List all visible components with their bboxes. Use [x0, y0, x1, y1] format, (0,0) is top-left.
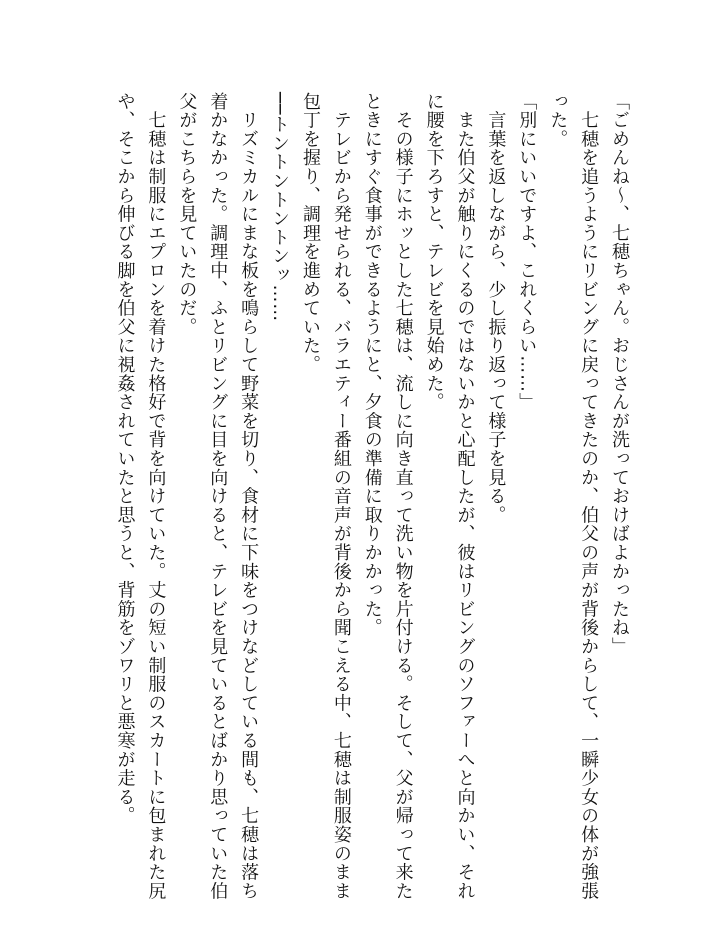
text-line: 七穂を追うようにリビングに戻ってきたのか、伯父の声が背後からして、一瞬少女の体が強張: [578, 92, 600, 901]
text-line: に腰を下ろすと、テレビを見始めた。: [423, 92, 445, 412]
text-line: 言葉を返しながら、少し振り返って様子を見る。: [485, 92, 507, 525]
text-line: 着かなかった。調理中、ふとリビングに目を向けると、テレビを見ているとばかり思っていた伯: [207, 92, 229, 901]
vertical-text-page: [107, 92, 634, 901]
text-line: 包丁を握り、調理を進めていた。: [299, 92, 321, 374]
text-line: 七穂は制服にエプロンを着けた格好で背を向けていた。丈の短い制服のスカートに包まれた尻: [145, 92, 167, 901]
text-line: ときにすぐ食事ができるようにと、夕食の準備に取りかかった。: [361, 92, 383, 638]
text-line: テレビから発せられる、バラエティー番組の音声が背後から聞こえる中、七穂は制服姿のまま: [330, 92, 352, 901]
text-line: 「ごめんね～、七穂ちゃん。おじさんが洗っておけばよかったね」: [609, 92, 630, 656]
text-line: った。: [547, 92, 569, 149]
text-line: や、そこから伸びる脚を伯父に視姦されていたと思うと、背筋をゾワリと悪寒が走る。: [114, 92, 136, 826]
text-line: その様子にホッとした七穂は、流しに向き直って洗い物を片付ける。そして、父が帰って来た: [392, 92, 414, 901]
text-line: 父がこちらを見ていたのだ。: [176, 92, 198, 337]
text-line: 「別にいいですよ、これくらい……」: [516, 92, 538, 412]
text-line: また伯父が触りにくるのではないかと心配したが、彼はリビングのソファーへと向かい、それ: [454, 92, 476, 901]
text-line: ──トントントントンッ……: [269, 92, 291, 323]
text-line: リズミカルにまな板を鳴らして野菜を切り、食材に下味をつけなどしている間も、七穂は落ち: [238, 92, 260, 901]
